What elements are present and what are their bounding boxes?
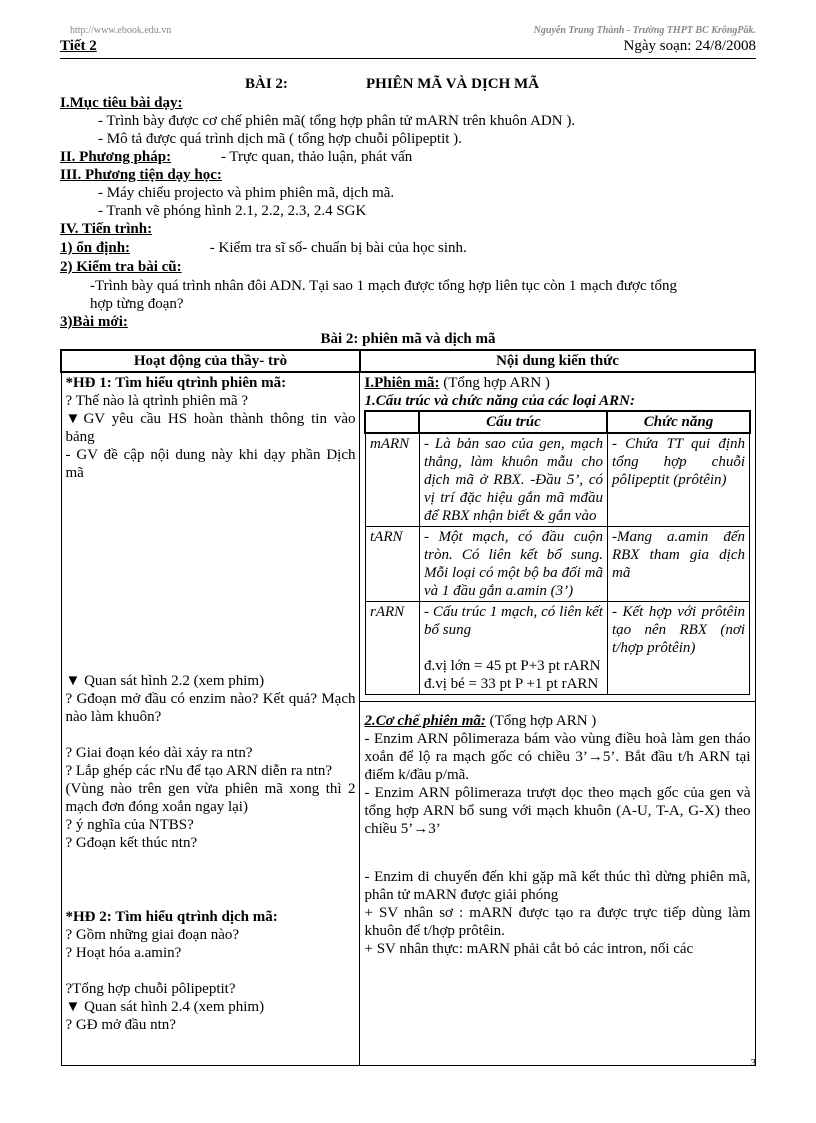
- hd2-heading: *HĐ 2: Tìm hiểu qtrình dịch mã:: [65, 909, 278, 925]
- method-row: [60, 148, 412, 166]
- objective-2: - Mô tả được quá trình dịch mã ( tổng hợp chuỗi pôlipeptit ).: [98, 131, 462, 147]
- arn-function: - Chứa TT qui định tổng hợp chuỗi pôlipeptit (prôtêin): [607, 433, 749, 527]
- means-heading: III. Phương tiện dạy học:: [60, 167, 222, 183]
- question-8: (Vùng nào trên gen vừa phiên mã xong thì 2 mạch đơn đóng xoắn ngay lại): [65, 781, 356, 815]
- content-cell: [360, 372, 755, 1066]
- question-3: - GV đề cập nội dung này khi dạy phần Dịch mã: [65, 447, 356, 481]
- question-7: ? Lắp ghép các rNu để tạo ARN diễn ra ntn?: [65, 763, 333, 779]
- arn-header-function: Chức năng: [607, 411, 749, 433]
- stable-row: [60, 239, 467, 257]
- rarn-structure-1: - Cấu trúc 1 mạch, có liên kết bổ sung: [423, 604, 603, 638]
- question-10: ? Gđoạn kết thúc ntn?: [65, 835, 198, 851]
- arn-function: -Mang a.amin đến RBX tham gia dịch mã: [607, 527, 749, 602]
- stable-text: - Kiểm tra sĩ số- chuẩn bị bài của học sinh.: [209, 240, 467, 256]
- s2-subtitle: (Tổng hợp ARN ): [485, 713, 597, 729]
- question-11: ? Gồm những giai đoạn nào?: [65, 927, 240, 943]
- mechanism-para-4: + SV nhân sơ : mARN được tạo ra được trực tiếp dùng làm khuôn để t/hợp prôtêin.: [364, 905, 751, 939]
- s2-heading: [364, 712, 750, 730]
- arn-row-marn: [365, 433, 749, 527]
- process-heading: IV. Tiến trình:: [60, 221, 153, 237]
- rarn-structure-2: đ.vị lớn = 45 pt P+3 pt rARN: [423, 658, 601, 674]
- arn-structure: - Là bản sao của gen, mạch thẳng, làm khuôn mẫu cho dịch mã ở RBX. -Đầu 5’, có vị trí đặc hiệu gắn mã mđầu để RBX nhận biết & gắn vào: [419, 433, 607, 527]
- method-heading: II. Phương pháp:: [60, 149, 172, 165]
- lesson-table: [60, 349, 756, 1066]
- question-2: ▼GV yêu cầu HS hoàn thành thông tin vào bảng: [65, 411, 356, 445]
- arn-header-structure: Cấu trúc: [419, 411, 607, 433]
- rarn-structure-3: đ.vị bé = 33 pt P +1 pt rARN: [423, 676, 599, 692]
- stable-heading: 1) ổn định:: [60, 240, 131, 256]
- activities-cell: [61, 372, 360, 1066]
- col-header-activities: Hoạt động của thầy- trò: [61, 350, 360, 372]
- header-url[interactable]: http://www.ebook.edu.vn: [70, 25, 172, 36]
- method-text: - Trực quan, thảo luận, phát vấn: [220, 149, 413, 165]
- mechanism-para-2: - Enzim ARN pôlimeraza trượt dọc theo mạch gốc của gen và tổng hợp ARN bổ sung với mạch khuôn (A-U, T-A, G-X) theo chiều 5’→3’: [364, 785, 751, 837]
- question-9: ? ý nghĩa của NTBS?: [65, 817, 194, 833]
- check-text-2: hợp từng đoạn?: [90, 296, 184, 312]
- arn-row-tarn: [365, 527, 749, 602]
- header-divider: [60, 58, 756, 59]
- objectives-heading: I.Mục tiêu bài dạy:: [60, 95, 183, 111]
- lesson-number: Tiết 2: [60, 38, 97, 54]
- question-14: ▼ Quan sát hình 2.4 (xem phim): [65, 999, 265, 1015]
- arn-table: [364, 410, 750, 695]
- question-15: ? GĐ mở đầu ntn?: [65, 1017, 176, 1033]
- header-author: Nguyễn Trung Thành - Trường THPT BC KrôngPăk.: [533, 25, 756, 36]
- mechanism-para-1: - Enzim ARN pôlimeraza bám vào vùng điều hoà làm gen tháo xoắn để lộ ra mạch gốc có chiều 3’→5’. Bắt đầu t/h ARN tại điểm k/đầu p/mã.: [364, 731, 751, 783]
- arn-type: rARN: [365, 602, 419, 695]
- arn-function: - Kết hợp với prôtêin tạo nên RBX (nơi t/hợp prôtêin): [607, 602, 749, 695]
- question-1: ? Thế nào là qtrình phiên mã ?: [65, 393, 249, 409]
- title-number: BÀI 2:: [245, 76, 288, 92]
- arn-row-rarn: [365, 602, 749, 695]
- hd1-heading: *HĐ 1: Tìm hiểu qtrình phiên mã:: [65, 375, 287, 391]
- question-5: ? Gđoạn mở đầu có enzim nào? Kết quả? Mạch nào làm khuôn?: [65, 691, 356, 725]
- s1-1-heading: 1.Cấu trúc và chức năng của các loại ARN:: [364, 393, 636, 409]
- question-13: ?Tổng hợp chuỗi pôlipeptit?: [65, 981, 236, 997]
- objective-1: - Trình bày được cơ chế phiên mã( tổng hợp phân tử mARN trên khuôn ADN ).: [98, 113, 576, 129]
- s1-subtitle: (Tổng hợp ARN ): [439, 375, 550, 391]
- title-name: PHIÊN MÃ VÀ DỊCH MÃ: [366, 76, 540, 92]
- question-4: ▼ Quan sát hình 2.2 (xem phim): [65, 673, 265, 689]
- table-caption: Bài 2: phiên mã và dịch mã: [320, 331, 496, 347]
- arn-blank-header: [365, 411, 419, 433]
- prep-date: Ngày soạn: 24/8/2008: [623, 38, 756, 54]
- arn-structure: [419, 602, 607, 695]
- s1-title: I.Phiên mã:: [364, 375, 440, 391]
- question-6: ? Giai đoạn kéo dài xảy ra ntn?: [65, 745, 253, 761]
- check-heading: 2) Kiểm tra bài cũ:: [60, 259, 182, 275]
- mechanism-para-5: + SV nhân thực: mARN phải cắt bỏ các intron, nối các: [364, 941, 694, 957]
- page-number: 3: [750, 1057, 756, 1069]
- arn-structure: - Một mạch, có đầu cuộn tròn. Có liên kết bổ sung. Mỗi loại có một bộ ba đối mã và 1 đầu gắn a.amin (3’): [419, 527, 607, 602]
- s2-title: 2.Cơ chế phiên mã:: [364, 713, 486, 729]
- means-2: - Tranh vẽ phóng hình 2.1, 2.2, 2.3, 2.4 SGK: [98, 203, 367, 219]
- mechanism-para-3: - Enzim di chuyển đến khi gặp mã kết thúc thì dừng phiên mã, phân tử mARN được giải phóng: [364, 869, 751, 903]
- check-text-1: -Trình bày quá trình nhân đôi ADN. Tại sao 1 mạch được tổng hợp liên tục còn 1 mạch được tổng: [90, 278, 678, 294]
- arn-type: tARN: [365, 527, 419, 602]
- means-1: - Máy chiếu projecto và phim phiên mã, dịch mã.: [98, 185, 395, 201]
- col-header-content: Nội dung kiến thức: [360, 350, 755, 372]
- new-lesson-heading: 3)Bài mới:: [60, 314, 128, 330]
- question-12: ? Hoạt hóa a.amin?: [65, 945, 182, 961]
- s1-heading: [364, 374, 750, 392]
- arn-type: mARN: [365, 433, 419, 527]
